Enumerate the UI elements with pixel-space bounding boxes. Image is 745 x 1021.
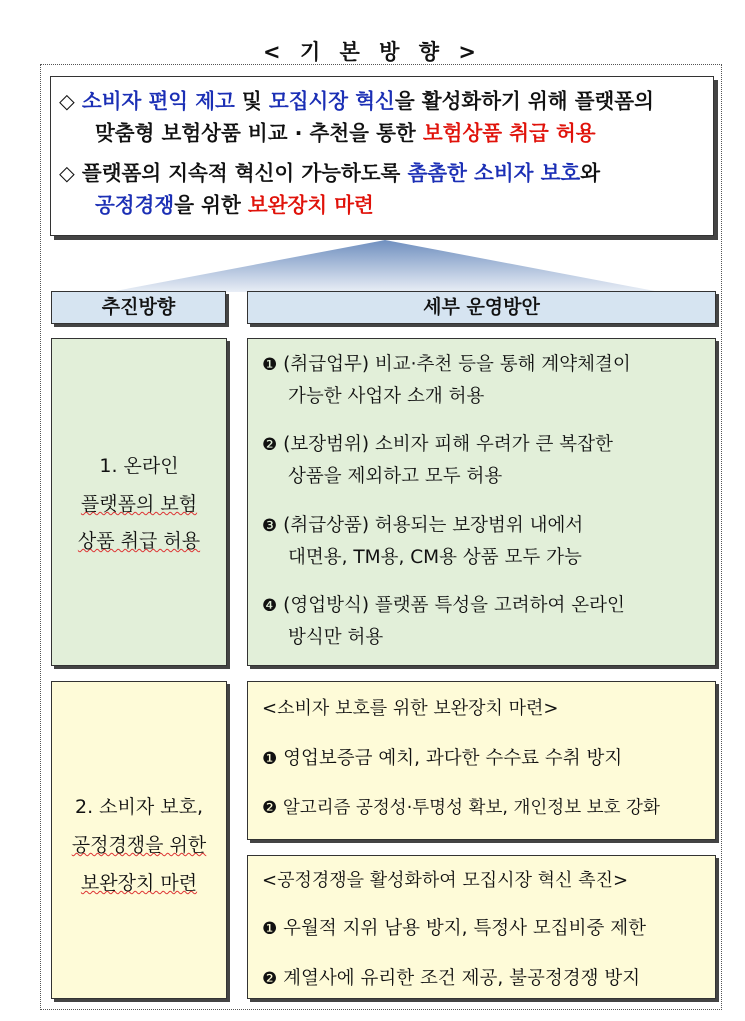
item-text: (보장범위) 소비자 피해 우려가 큰 복잡한 [277, 434, 613, 455]
text-segment: 맞춤형 보험상품 비교 · 추천을 통한 [95, 121, 423, 145]
text-segment: 와 [580, 161, 601, 185]
number-badge-2-icon: ❷ [262, 435, 278, 455]
header-detail-plan: 세부 운영방안 [247, 291, 716, 324]
item-text: (취급상품) 허용되는 보장범위 내에서 [277, 515, 584, 536]
header-direction: 추진방향 [51, 291, 226, 324]
section1-label-box [51, 338, 227, 666]
section2-label-line3: 보완장치 마련 [80, 872, 198, 894]
item-text-cont: 상품을 제외하고 모두 허용 [288, 466, 503, 487]
list-item [262, 743, 707, 775]
number-badge-1-icon: ❶ [262, 355, 278, 375]
number-badge-1-icon: ❶ [262, 749, 278, 769]
item-text: 영업보증금 예치, 과다한 수수료 수취 방지 [277, 748, 623, 769]
funnel-triangle [110, 240, 660, 292]
list-item [262, 793, 707, 824]
number-badge-1-icon: ❶ [262, 919, 278, 939]
item-text-cont: 가능한 사업자 소개 허용 [288, 386, 485, 407]
item-text-cont: 방식만 허용 [288, 627, 384, 648]
list-item [262, 510, 707, 573]
section1-label-line1: 1. 온라인 [99, 455, 179, 477]
basic-direction-box [50, 76, 714, 236]
item-text: (영업방식) 플랫폼 특성을 고려하여 온라인 [277, 595, 625, 616]
section1-label-line3: 상품 취급 허용 [77, 530, 201, 552]
bullet-2-line1 [82, 161, 600, 185]
section2-label-line1: 2. 소비자 보호, [74, 796, 204, 818]
bullet-2-line2 [59, 189, 703, 221]
list-item [262, 429, 707, 492]
bullet-1-line2 [59, 117, 703, 149]
list-item [262, 590, 707, 653]
section1-label-line2: 플랫폼의 보험 [80, 493, 198, 515]
item-text: (취급업무) 비교·추천 등을 통해 계약체결이 [277, 354, 631, 375]
item-text: 계열사에 유리한 조건 제공, 불공정경쟁 방지 [277, 968, 641, 989]
number-badge-2-icon: ❷ [262, 798, 278, 818]
section2-label-box [51, 681, 227, 999]
text-segment: 모집시장 혁신 [268, 89, 395, 113]
list-item [262, 349, 707, 412]
bullet-1 [59, 85, 703, 149]
text-segment: 을 위한 [174, 193, 248, 217]
consumer-protection-box [247, 681, 716, 840]
section2-label-line2: 공정경쟁을 위한 [71, 834, 207, 856]
section1-detail-box [247, 338, 716, 666]
bullet-2 [59, 157, 703, 221]
number-badge-3-icon: ❸ [262, 516, 278, 536]
box-heading: <공정경쟁을 활성화하여 모집시장 혁신 촉진> [262, 870, 629, 891]
fair-competition-box [247, 855, 716, 999]
text-segment: 및 [234, 89, 269, 113]
text-segment: 플랫폼의 지속적 혁신이 가능하도록 [81, 161, 408, 185]
item-text: 우월적 지위 남용 방지, 특정사 모집비중 제한 [277, 918, 646, 939]
number-badge-4-icon: ❹ [262, 596, 278, 616]
page-title: < 기 본 방 향 > [263, 40, 482, 64]
diamond-icon: ◇ [59, 161, 75, 185]
diamond-icon: ◇ [59, 89, 75, 113]
text-segment: 촘촘한 소비자 보호 [407, 161, 581, 185]
number-badge-2-icon: ❷ [262, 969, 278, 989]
text-segment: 공정경쟁 [95, 193, 175, 217]
text-segment: 을 활성화하기 위해 플랫폼의 [394, 89, 654, 113]
text-segment: 보완장치 마련 [247, 193, 374, 217]
text-segment: 소비자 편익 제고 [81, 89, 235, 113]
text-segment: 보험상품 취급 허용 [422, 121, 596, 145]
item-text-cont: 대면용, TM용, CM용 상품 모두 가능 [288, 547, 582, 568]
list-item [262, 963, 707, 995]
box-heading: <소비자 보호를 위한 보완장치 마련> [262, 698, 559, 719]
list-item [262, 913, 707, 945]
item-text: 알고리즘 공정성·투명성 확보, 개인정보 보호 강화 [277, 798, 660, 818]
bullet-1-line1 [82, 89, 654, 113]
